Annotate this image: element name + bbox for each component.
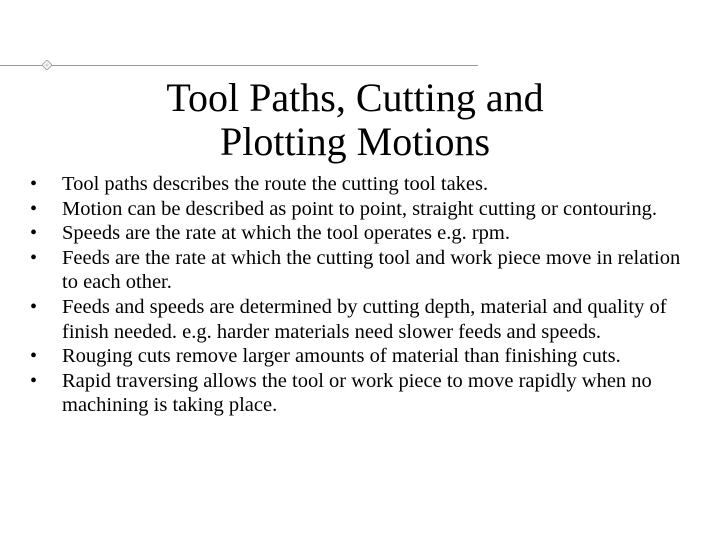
bullet-text: Tool paths describes the route the cutting tool takes. (62, 173, 489, 195)
bullet-marker: • (30, 222, 38, 245)
bullet-text: Rouging cuts remove larger amounts of material than finishing cuts. (62, 345, 621, 368)
bullet-marker: • (30, 246, 38, 269)
bullet-marker: • (30, 295, 38, 318)
bullet-marker: • (30, 345, 38, 368)
bullet-marker: • (30, 173, 38, 195)
bullet-item (30, 246, 690, 295)
bullet-text: Speeds are the rate at which the tool operates e.g. rpm. (62, 222, 510, 245)
bullet-text: Motion can be described as point to point, straight cutting or contouring. (62, 197, 657, 220)
decorative-rule (0, 65, 478, 66)
bullet-item (30, 221, 690, 246)
bullet-marker: • (30, 369, 38, 392)
bullet-item (30, 172, 690, 197)
bullet-text: Feeds and speeds are determined by cutting depth, material and quality of finish needed. e.g. harder materials need slower feeds and speeds. (62, 295, 667, 343)
bullet-item (30, 369, 690, 418)
slide-title: Tool Paths, Cutting and Plotting Motions (166, 75, 544, 164)
bullet-list (30, 172, 690, 418)
diamond-ornament-icon (42, 60, 52, 70)
bullet-text: Rapid traversing allows the tool or work piece to move rapidly when no machining is taking place. (62, 369, 652, 417)
bullet-marker: • (30, 197, 38, 220)
bullet-text: Feeds are the rate at which the cutting tool and work piece move in relation to each other. (62, 246, 681, 294)
bullet-item (30, 295, 690, 344)
bullet-item (30, 344, 690, 369)
bullet-item (30, 197, 690, 222)
